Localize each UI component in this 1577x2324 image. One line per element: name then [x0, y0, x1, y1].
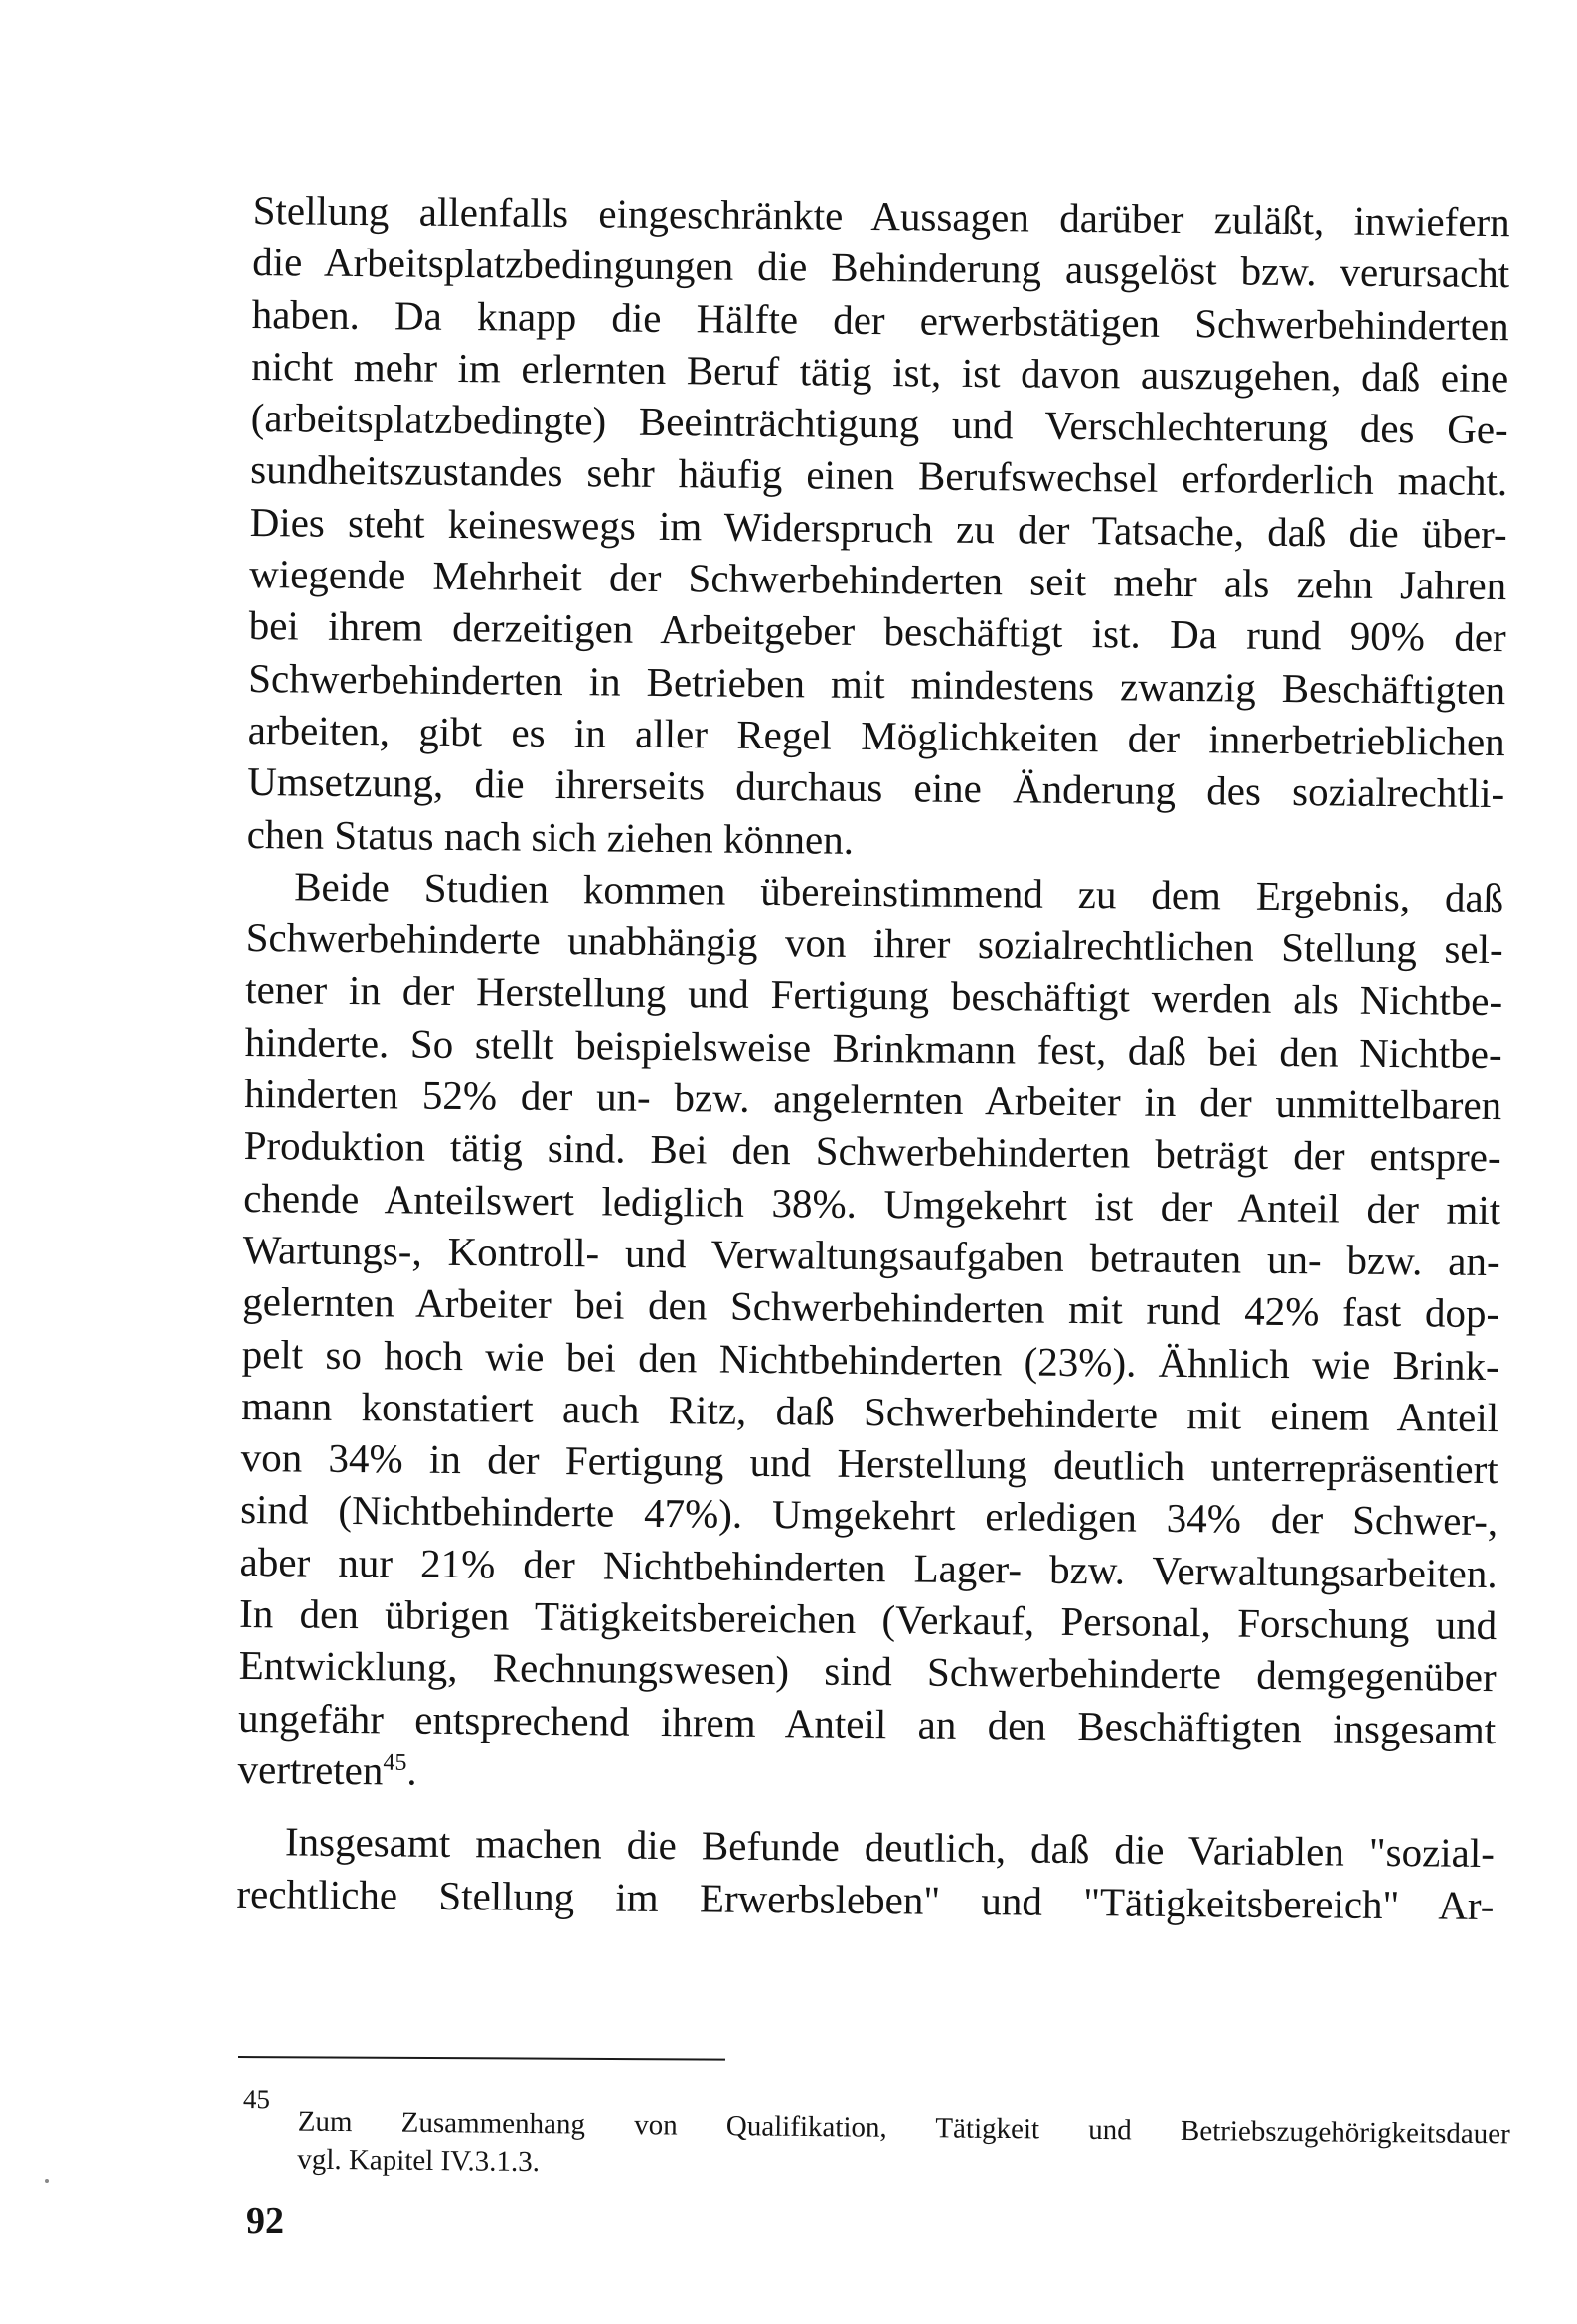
text-line: tener in der Herstellung und Fertigung beschäftigt werden als Nichtbe-	[244, 966, 1503, 1025]
text-line: Umsetzung, die ihrerseits durchaus eine Änderung des sozialrechtli-	[247, 758, 1505, 817]
text-line: gelernten Arbeiter bei den Schwerbehinderten mit rund 42% fast dop-	[241, 1278, 1500, 1337]
text-line: wiegende Mehrheit der Schwerbehinderten seit mehr als zehn Jahren	[249, 551, 1507, 609]
text-line: mann konstatiert auch Ritz, daß Schwerbehinderte mit einem Anteil	[240, 1382, 1499, 1440]
text-line: Dies steht keineswegs im Widerspruch zu der Tatsache, daß die über-	[249, 498, 1507, 557]
text-line: nicht mehr im erlernten Beruf tätig ist, ist davon auszugehen, daß eine	[251, 342, 1509, 402]
text-line: hinderten 52% der un- bzw. angelernten Arbeiter in der unmittelbaren	[243, 1071, 1502, 1129]
footnote-number: 45	[242, 2084, 271, 2115]
paragraph-3	[237, 1815, 1495, 1931]
paragraph-1	[246, 184, 1509, 872]
scan-speck	[45, 2179, 49, 2183]
paragraph-2	[237, 860, 1503, 1807]
text-line: Stellung allenfalls eingeschränkte Aussagen darüber zuläßt, inwiefern	[252, 186, 1510, 246]
text-line: rechtliche Stellung im Erwerbsleben" und "Tätigkeitsbereich" Ar-	[237, 1870, 1495, 1928]
text-line: haben. Da knapp die Hälfte der erwerbstätigen Schwerbehinderten	[251, 290, 1509, 349]
footnote-separator-rule	[238, 2056, 725, 2061]
text-fragment: .	[406, 1747, 417, 1794]
text-line: chen Status nach sich ziehen können.	[246, 810, 855, 863]
text-line: chende Anteilswert lediglich 38%. Umgekehrt ist der Anteil der mit	[242, 1174, 1501, 1233]
page-number: 92	[246, 2200, 284, 2241]
text-line: aber nur 21% der Nichtbehinderten Lager- bzw. Verwaltungsarbeiten.	[239, 1538, 1498, 1596]
text-line: (arbeitsplatzbedingte) Beeinträchtigung und Verschlechterung des Ge-	[250, 395, 1508, 453]
text-line: Entwicklung, Rechnungswesen) sind Schwerbehinderte demgegenüber	[238, 1642, 1497, 1701]
body-text	[237, 184, 1510, 1931]
text-line: die Arbeitsplatzbedingungen die Behinderung ausgelöst bzw. verursacht	[252, 239, 1510, 297]
text-fragment: vertreten	[237, 1745, 384, 1794]
text-line: pelt so hoch wie bei den Nichtbehinderten (23%). Ähnlich wie Brink-	[241, 1330, 1499, 1389]
text-line: ungefähr entsprechend ihrem Anteil an den Beschäftigten insgesamt	[237, 1694, 1497, 1752]
footnote-line: vgl. Kapitel IV.3.1.3.	[297, 2143, 541, 2179]
footnote-line: Zum Zusammenhang von Qualifikation, Tätigkeit und Betriebszugehörigkeitsdauer	[297, 2105, 1510, 2151]
footnote	[242, 2084, 1510, 2191]
text-line: Schwerbehinderten in Betrieben mit mindestens zwanzig Beschäftigten	[248, 654, 1506, 713]
text-line: Schwerbehinderte unabhängig von ihrer sozialrechtlichen Stellung sel-	[245, 914, 1503, 973]
text-line: sind (Nichtbehinderte 47%). Umgekehrt erledigen 34% der Schwer-,	[239, 1486, 1498, 1545]
text-line: sundheitszustandes sehr häufig einen Berufswechsel erforderlich macht.	[250, 446, 1508, 505]
text-line: Beide Studien kommen übereinstimmend zu dem Ergebnis, daß	[294, 863, 1504, 920]
text-line: von 34% in der Fertigung und Herstellung deutlich unterrepräsentiert	[240, 1434, 1498, 1493]
text-line: Produktion tätig sind. Bei den Schwerbehinderten beträgt der entspre-	[243, 1122, 1501, 1181]
text-line: hinderte. So stellt beispielsweise Brinkmann fest, daß bei den Nichtbe-	[244, 1018, 1502, 1077]
text-line: Wartungs-, Kontroll- und Verwaltungsaufgaben betrauten un- bzw. an-	[242, 1226, 1500, 1285]
text-line: arbeiten, gibt es in aller Regel Möglichkeiten der innerbetrieblichen	[247, 706, 1505, 765]
text-line: bei ihrem derzeitigen Arbeitgeber beschäftigt ist. Da rund 90% der	[248, 602, 1506, 661]
footnote-reference: 45	[383, 1749, 407, 1776]
text-line: In den übrigen Tätigkeitsbereichen (Verkauf, Personal, Forschung und	[238, 1589, 1498, 1649]
text-line: Insgesamt machen die Befunde deutlich, daß die Variablen "sozial-	[284, 1818, 1496, 1877]
